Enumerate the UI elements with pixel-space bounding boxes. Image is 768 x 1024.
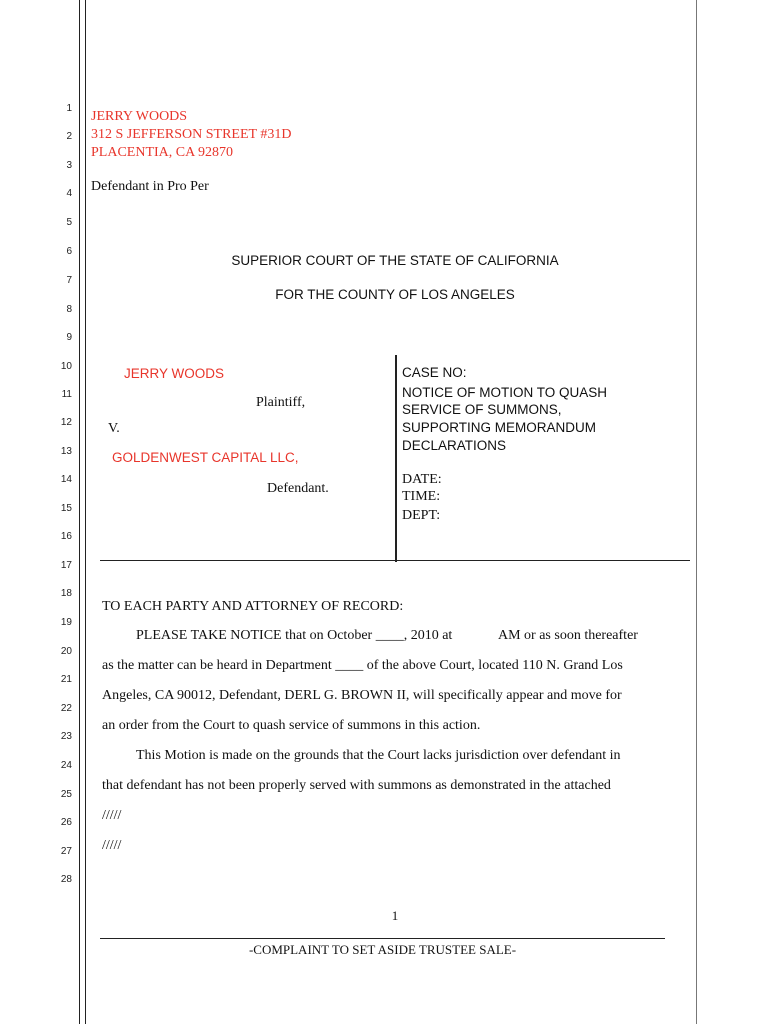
- line-number: 18: [60, 588, 72, 599]
- notice-line3: Angeles, CA 90012, Defendant, DERL G. BROWN II, will specifically appear and move for: [102, 688, 622, 703]
- notice-line1a: PLEASE TAKE NOTICE that on October ____, 2010 at: [136, 628, 453, 643]
- hearing-date-label: DATE:: [402, 472, 442, 487]
- caption-bottom-rule: [100, 560, 690, 561]
- defendant-name: GOLDENWEST CAPITAL LLC,: [112, 450, 299, 465]
- left-margin-rule-outer: [79, 0, 80, 1024]
- line-number: 2: [66, 131, 72, 142]
- case-title-line3: SUPPORTING MEMORANDUM: [402, 420, 597, 435]
- line-number: 9: [66, 332, 72, 343]
- continuation-mark-2: /////: [102, 838, 122, 853]
- footer-title: -COMPLAINT TO SET ASIDE TRUSTEE SALE-: [248, 942, 517, 957]
- line-number: 28: [60, 874, 72, 885]
- line-number: 25: [60, 789, 72, 800]
- defendant-label: Defendant.: [267, 481, 329, 496]
- case-title-line4: DECLARATIONS: [402, 438, 507, 453]
- grounds-line2: that defendant has not been properly served with summons as demonstrated in the attached: [102, 778, 611, 793]
- line-number: 15: [60, 503, 72, 514]
- line-number: 10: [60, 361, 72, 372]
- line-number: 11: [61, 389, 72, 400]
- hearing-dept-label: DEPT:: [402, 508, 441, 523]
- line-number: 20: [60, 646, 72, 657]
- line-number: 12: [60, 417, 72, 428]
- line-number: 27: [60, 846, 72, 857]
- left-margin-rule-inner: [85, 0, 86, 1024]
- party-address-line1: 312 S JEFFERSON STREET #31D: [91, 127, 292, 142]
- right-margin-rule: [696, 0, 697, 1024]
- line-number: 17: [60, 560, 72, 571]
- notice-line2: as the matter can be heard in Department ____ of the above Court, located 110 N. Grand Los: [102, 658, 623, 673]
- versus: V.: [108, 421, 120, 436]
- court-county: FOR THE COUNTY OF LOS ANGELES: [275, 287, 515, 302]
- hearing-time-label: TIME:: [402, 489, 441, 504]
- line-number: 7: [66, 275, 72, 286]
- line-number: 6: [66, 246, 72, 257]
- line-number: 22: [60, 703, 72, 714]
- line-number: 5: [66, 217, 72, 228]
- party-address-line2: PLACENTIA, CA 92870: [91, 145, 233, 160]
- line-number: 23: [60, 731, 72, 742]
- grounds-line1: This Motion is made on the grounds that the Court lacks jurisdiction over defendant in: [136, 748, 621, 763]
- line-number: 19: [60, 617, 72, 628]
- notice-line4: an order from the Court to quash service of summons in this action.: [102, 718, 481, 733]
- page-number: 1: [391, 908, 399, 923]
- continuation-mark-1: /////: [102, 808, 122, 823]
- line-number: 14: [60, 474, 72, 485]
- party-name: JERRY WOODS: [91, 109, 188, 124]
- caption-divider: [395, 355, 397, 562]
- plaintiff-name: JERRY WOODS: [124, 366, 225, 381]
- line-number: 4: [66, 188, 72, 199]
- line-number: 1: [66, 103, 72, 114]
- line-number: 21: [60, 674, 72, 685]
- footer-rule: [100, 938, 665, 939]
- case-title-line2: SERVICE OF SUMMONS,: [402, 402, 562, 417]
- line-number: 8: [66, 304, 72, 315]
- case-title-line1: NOTICE OF MOTION TO QUASH: [402, 385, 608, 400]
- line-number: 3: [66, 160, 72, 171]
- line-number: 13: [60, 446, 72, 457]
- line-number: 26: [60, 817, 72, 828]
- notice-line1b: AM or as soon thereafter: [498, 628, 638, 643]
- court-name: SUPERIOR COURT OF THE STATE OF CALIFORNIA: [231, 253, 559, 268]
- line-number: 16: [60, 531, 72, 542]
- plaintiff-label: Plaintiff,: [256, 395, 306, 410]
- salutation: TO EACH PARTY AND ATTORNEY OF RECORD:: [102, 599, 404, 614]
- line-number: 24: [60, 760, 72, 771]
- case-number-label: CASE NO:: [402, 365, 467, 380]
- party-role: Defendant in Pro Per: [91, 179, 209, 194]
